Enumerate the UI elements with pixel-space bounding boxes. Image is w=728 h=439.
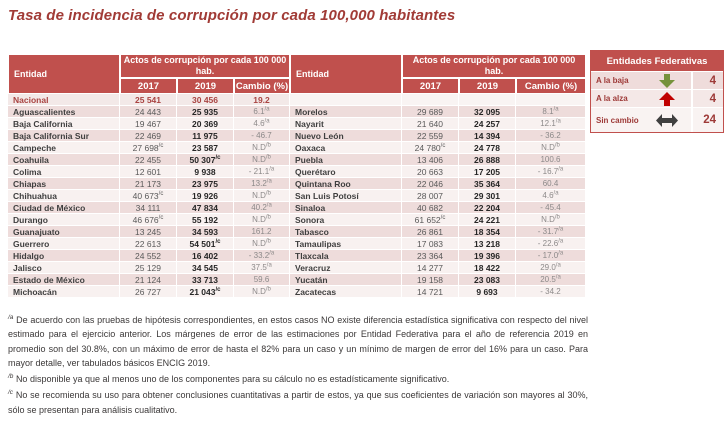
table-cell: 21 173 (120, 178, 177, 190)
footnote-c (8, 386, 588, 417)
table-cell: Ciudad de México (8, 202, 120, 214)
table-cell: 11 975 (177, 130, 234, 142)
table-row (290, 274, 586, 286)
table-cell: 27 $698^{/c}$ (120, 142, 177, 154)
table-cell: Campeche (8, 142, 120, 154)
table-cell: - $31.7^{/a}$ (516, 226, 586, 238)
table-cell: $37.5^{/a}$ (234, 262, 290, 274)
table-row (290, 190, 586, 202)
table-row (290, 142, 586, 154)
table-cell: 14 394 (459, 130, 516, 142)
table-row (8, 286, 290, 298)
table-cell: - $17.0^{/a}$ (516, 250, 586, 262)
table-cell: 25 129 (120, 262, 177, 274)
table-row (8, 106, 290, 118)
summary-value: 4 (691, 90, 723, 107)
table-cell: 21 $043^{/c}$ (177, 286, 234, 298)
table-cell: Colima (8, 166, 120, 178)
table-cell: - 36.2 (516, 130, 586, 142)
table-row (8, 94, 290, 106)
table-cell: 34 111 (120, 202, 177, 214)
table-cell: $N.D^{/b}$ (234, 190, 290, 202)
table-row (8, 274, 290, 286)
table-cell: 21 640 (402, 118, 459, 130)
summary-value: 4 (691, 72, 723, 89)
table-cell: - $21.1^{/a}$ (234, 166, 290, 178)
table-row (290, 178, 586, 190)
arrow-both-icon (643, 114, 691, 127)
table-cell: - $16.7^{/a}$ (516, 166, 586, 178)
table-cell: 18 354 (459, 226, 516, 238)
footnotes (8, 311, 588, 417)
summary-row-baja (591, 71, 723, 89)
table-cell: 19 158 (402, 274, 459, 286)
table-cell: 17 205 (459, 166, 516, 178)
table-row (8, 214, 290, 226)
table-cell: 13 218 (459, 238, 516, 250)
table-cell: 30 456 (177, 94, 234, 106)
table-cell: Nacional (8, 94, 120, 106)
summary-label: A la baja (596, 76, 629, 85)
table-cell: Nayarit (290, 118, 402, 130)
footnote-marker: /b (8, 373, 14, 381)
table-cell: Quintana Roo (290, 178, 402, 190)
summary-row-alza (591, 89, 723, 107)
column-header-group: Actos de corrupción por cada 100 000 hab. (402, 54, 586, 78)
table-row (290, 214, 586, 226)
table-cell (516, 94, 586, 106)
table-row (290, 94, 586, 106)
table-cell: 161.2 (234, 226, 290, 238)
table-cell: - 45.4 (516, 202, 586, 214)
footnote-text: De acuerdo con las pruebas de hipótesis correspondientes, en estos casos NO existe diferencia estadística significativa con respecto del nivel estimado para el ejercicio anterior. Los márgenes de error de las estimaciones por Entidad Federativa para el año de referencia 2019 en promedio son del 30.8%, con un máximo de error de hasta el 82% para un caso y un mínimo de margen de error del 16% para un caso. Para mayor detalle, ver tabulados básicos ENCIG 2019. (8, 315, 588, 368)
table-row (8, 262, 290, 274)
table-cell: Durango (8, 214, 120, 226)
table-cell: 40 $673^{/c}$ (120, 190, 177, 202)
table-row (290, 250, 586, 262)
footnote-marker: /a (8, 314, 14, 321)
table-cell: 32 095 (459, 106, 516, 118)
table-cell: $N.D^{/b}$ (234, 286, 290, 298)
table-row (8, 166, 290, 178)
table-cell: 9 693 (459, 286, 516, 298)
column-header-cambio: Cambio (%) (516, 78, 586, 94)
table-cell: 22 469 (120, 130, 177, 142)
table-cell: 40 682 (402, 202, 459, 214)
table-cell (290, 94, 402, 106)
table-cell: 22 613 (120, 238, 177, 250)
table-cell: 12 601 (120, 166, 177, 178)
table-cell: 34 593 (177, 226, 234, 238)
table-cell: Baja California (8, 118, 120, 130)
table-cell: Jalisco (8, 262, 120, 274)
table-row (8, 118, 290, 130)
table-cell (459, 94, 516, 106)
table-row (8, 154, 290, 166)
table-cell: 20 663 (402, 166, 459, 178)
table-cell: 60.4 (516, 178, 586, 190)
table-cell: 22 046 (402, 178, 459, 190)
column-header-cambio: Cambio (%) (234, 78, 290, 94)
table-cell: $40.2^{/a}$ (234, 202, 290, 214)
table-cell: - $22.6^{/a}$ (516, 238, 586, 250)
table-cell: 13 245 (120, 226, 177, 238)
table-cell: 13 406 (402, 154, 459, 166)
table-cell: 24 257 (459, 118, 516, 130)
table-cell: 23 975 (177, 178, 234, 190)
table-cell: Aguascalientes (8, 106, 120, 118)
table-cell: Tamaulipas (290, 238, 402, 250)
table-cell: 22 204 (459, 202, 516, 214)
table-cell: Zacatecas (290, 286, 402, 298)
summary-row-sin-cambio (591, 107, 723, 132)
table-left (8, 54, 290, 298)
table-cell: Yucatán (290, 274, 402, 286)
table-cell: $13.2^{/a}$ (234, 178, 290, 190)
table-cell: $N.D^{/b}$ (516, 142, 586, 154)
table-cell: Chihuahua (8, 190, 120, 202)
table-cell: Estado de México (8, 274, 120, 286)
table-cell: Baja California Sur (8, 130, 120, 142)
table-cell: Guerrero (8, 238, 120, 250)
table-cell: 16 402 (177, 250, 234, 262)
table-cell: Coahuila (8, 154, 120, 166)
table-cell: Morelos (290, 106, 402, 118)
table-cell: Tabasco (290, 226, 402, 238)
table-cell: $8.1^{/a}$ (516, 106, 586, 118)
table-row (8, 130, 290, 142)
table-cell: 14 721 (402, 286, 459, 298)
table-cell: - $33.2^{/a}$ (234, 250, 290, 262)
table-cell: $20.5^{/a}$ (516, 274, 586, 286)
table-cell: Nuevo León (290, 130, 402, 142)
table-cell: - 46.7 (234, 130, 290, 142)
table-cell: 25 541 (120, 94, 177, 106)
column-header-2019: 2019 (177, 78, 234, 94)
table-row (8, 250, 290, 262)
table-cell: 22 559 (402, 130, 459, 142)
table-cell: 54 $501^{/c}$ (177, 238, 234, 250)
footnote-b (8, 370, 588, 386)
page-title: Tasa de incidencia de corrupción por cada 100,000 habitantes (8, 7, 456, 24)
table-cell: $4.6^{/a}$ (234, 118, 290, 130)
table-cell: Veracruz (290, 262, 402, 274)
table-right (290, 54, 586, 298)
column-header-2017: 2017 (120, 78, 177, 94)
table-cell: $N.D^{/b}$ (516, 214, 586, 226)
table-cell: 19 926 (177, 190, 234, 202)
table-cell: 22 455 (120, 154, 177, 166)
summary-label: A la alza (596, 94, 628, 103)
table-row (8, 202, 290, 214)
table-cell: 21 124 (120, 274, 177, 286)
table-cell: $N.D^{/b}$ (234, 154, 290, 166)
table-cell: Chiapas (8, 178, 120, 190)
table-row (290, 226, 586, 238)
column-header-entidad: Entidad (8, 54, 120, 94)
table-cell: Querétaro (290, 166, 402, 178)
table-cell: 23 083 (459, 274, 516, 286)
table-cell: 19.2 (234, 94, 290, 106)
column-header-entidad: Entidad (290, 54, 402, 94)
table-cell: 24 552 (120, 250, 177, 262)
table-cell: Puebla (290, 154, 402, 166)
table-cell: 20 369 (177, 118, 234, 130)
table-cell: 47 834 (177, 202, 234, 214)
table-cell: 17 083 (402, 238, 459, 250)
table-row (290, 118, 586, 130)
arrow-down-icon (643, 74, 691, 88)
table-cell: 33 713 (177, 274, 234, 286)
table-cell: Sonora (290, 214, 402, 226)
table-cell: 24 221 (459, 214, 516, 226)
table-row (290, 286, 586, 298)
table-cell: Sinaloa (290, 202, 402, 214)
table-cell: $N.D^{/b}$ (234, 214, 290, 226)
table-cell: 26 888 (459, 154, 516, 166)
table-row (290, 262, 586, 274)
corruption-rate-table (8, 54, 586, 298)
table-cell: 25 935 (177, 106, 234, 118)
table-cell: - 34.2 (516, 286, 586, 298)
column-header-2019: 2019 (459, 78, 516, 94)
table-cell: 29 689 (402, 106, 459, 118)
footnote-a (8, 311, 588, 370)
table-row (8, 238, 290, 250)
table-cell: $29.0^{/a}$ (516, 262, 586, 274)
table-cell: 59.6 (234, 274, 290, 286)
table-row (290, 166, 586, 178)
table-right-body (290, 94, 586, 298)
footnote-text: No disponible ya que al menos uno de los componentes para su cálculo no es estadísticamente significativo. (15, 374, 450, 385)
table-row (8, 226, 290, 238)
table-row (290, 238, 586, 250)
table-left-header (8, 54, 290, 94)
summary-value: 24 (691, 108, 723, 132)
table-cell: Guanajuato (8, 226, 120, 238)
table-left-body (8, 94, 290, 298)
table-cell: $12.1^{/a}$ (516, 118, 586, 130)
table-row (290, 130, 586, 142)
table-cell: Oaxaca (290, 142, 402, 154)
table-cell: 24 443 (120, 106, 177, 118)
table-cell: 29 301 (459, 190, 516, 202)
table-cell: 26 727 (120, 286, 177, 298)
table-cell: $4.6^{/a}$ (516, 190, 586, 202)
table-cell: 9 938 (177, 166, 234, 178)
table-cell: 18 422 (459, 262, 516, 274)
table-cell: 46 $676^{/c}$ (120, 214, 177, 226)
table-cell: Michoacán (8, 286, 120, 298)
table-cell: 23 587 (177, 142, 234, 154)
table-cell: 19 467 (120, 118, 177, 130)
footnote-text: No se recomienda su uso para obtener conclusiones cuantitativas a partir de estos, ya que sus coeficientes de variación son mayores al 30%, sólo se presentan para análisis cualitativo. (8, 390, 588, 415)
table-cell: 23 364 (402, 250, 459, 262)
column-header-group: Actos de corrupción por cada 100 000 hab. (120, 54, 290, 78)
table-cell: 14 277 (402, 262, 459, 274)
table-cell: 61 $652^{/c}$ (402, 214, 459, 226)
table-cell: 34 545 (177, 262, 234, 274)
arrow-up-icon (643, 92, 691, 106)
table-row (8, 142, 290, 154)
table-row (8, 178, 290, 190)
table-row (290, 154, 586, 166)
table-right-header (290, 54, 586, 94)
table-cell: 50 $307^{/c}$ (177, 154, 234, 166)
table-cell: Hidalgo (8, 250, 120, 262)
table-cell: 24 778 (459, 142, 516, 154)
summary-panel-title: Entidades Federativas (591, 51, 723, 71)
summary-panel (590, 50, 724, 133)
table-cell: 55 192 (177, 214, 234, 226)
table-cell: 24 $780^{/c}$ (402, 142, 459, 154)
table-row (290, 106, 586, 118)
footnote-marker: /c (8, 389, 14, 397)
table-cell: 26 861 (402, 226, 459, 238)
table-cell: $N.D^{/b}$ (234, 142, 290, 154)
table-row (290, 202, 586, 214)
table-cell: 100.6 (516, 154, 586, 166)
table-cell: $6.1^{/a}$ (234, 106, 290, 118)
table-cell: 28 007 (402, 190, 459, 202)
table-row (8, 190, 290, 202)
table-cell: 19 396 (459, 250, 516, 262)
column-header-2017: 2017 (402, 78, 459, 94)
table-cell: San Luis Potosí (290, 190, 402, 202)
summary-label: Sin cambio (596, 115, 639, 125)
table-cell: 35 364 (459, 178, 516, 190)
table-cell: Tlaxcala (290, 250, 402, 262)
table-cell: $N.D^{/b}$ (234, 238, 290, 250)
table-cell (402, 94, 459, 106)
